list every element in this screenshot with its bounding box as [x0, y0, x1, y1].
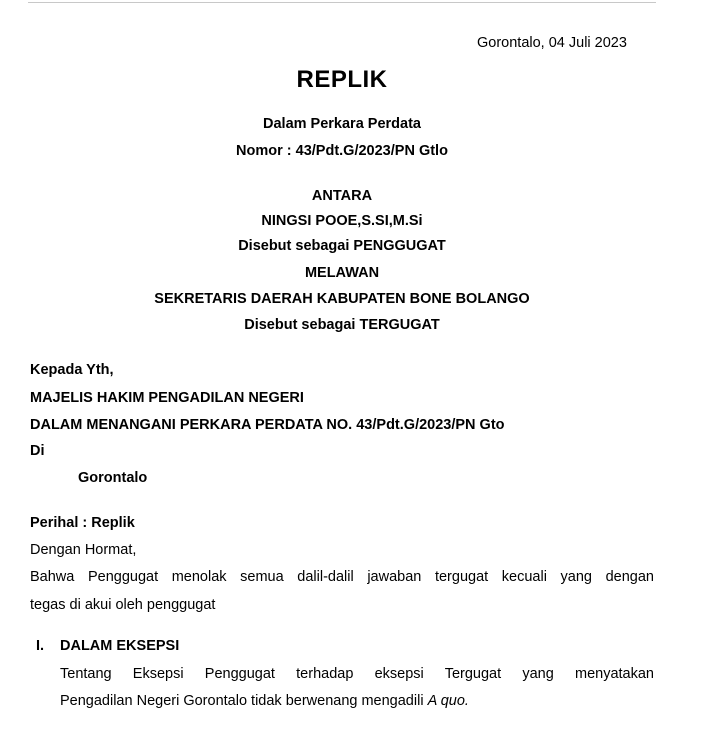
address-city: Gorontalo: [78, 470, 148, 486]
defendant-role: Disebut sebagai TERGUGAT: [244, 317, 440, 333]
section-line-2: [60, 693, 469, 709]
between-label: ANTARA: [311, 188, 373, 204]
versus-label: MELAWAN: [304, 265, 380, 281]
section-line-2-italic: A quo.: [427, 693, 469, 709]
greeting: Dengan Hormat,: [30, 542, 137, 558]
address-at: Di: [30, 443, 45, 459]
paragraph-line-2: tegas di akui oleh penggugat: [30, 597, 216, 613]
plaintiff-role: Disebut sebagai PENGGUGAT: [238, 238, 446, 254]
paragraph-line-1: Bahwa Penggugat menolak semua dalil-dalil jawaban tergugat kecuali yang dengan: [30, 569, 654, 585]
section-line-2-text: Pengadilan Negeri Gorontalo tidak berwenang mengadili: [60, 693, 428, 709]
section-line-1: Tentang Eksepsi Penggugat terhadap eksepsi Tergugat yang menyatakan: [60, 666, 654, 682]
document-title: REPLIK: [296, 66, 388, 93]
address-line-1: MAJELIS HAKIM PENGADILAN NEGERI: [30, 390, 304, 406]
section-heading: DALAM EKSEPSI: [60, 638, 180, 654]
defendant-name: SEKRETARIS DAERAH KABUPATEN BONE BOLANGO: [154, 291, 530, 307]
section-number: I.: [36, 638, 45, 654]
subject-line: Perihal : Replik: [30, 515, 135, 531]
case-number: Nomor : 43/Pdt.G/2023/PN Gtlo: [236, 143, 448, 159]
address-salutation: Kepada Yth,: [30, 362, 114, 378]
top-divider: [28, 2, 656, 3]
document-date: Gorontalo, 04 Juli 2023: [477, 35, 627, 51]
address-line-2: DALAM MENANGANI PERKARA PERDATA NO. 43/Pdt.G/2023/PN Gto: [30, 417, 505, 433]
case-type: Dalam Perkara Perdata: [263, 116, 421, 132]
plaintiff-name: NINGSI POOE,S.SI,M.Si: [261, 213, 423, 229]
